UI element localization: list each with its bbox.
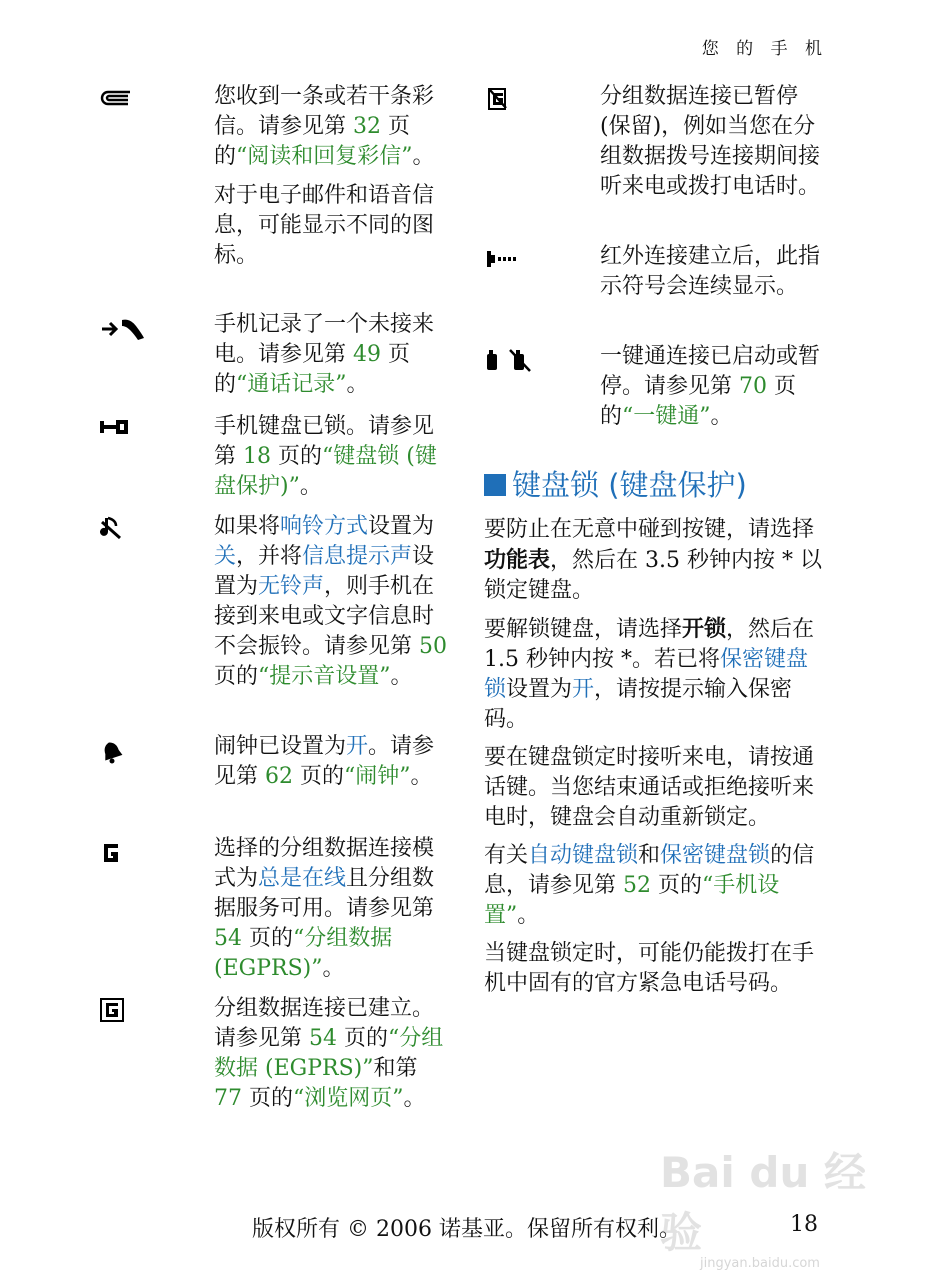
mms-received-icon bbox=[100, 90, 132, 108]
text-run: 页的 bbox=[242, 926, 293, 951]
paragraph bbox=[484, 614, 829, 735]
text-run: 闹钟已设置为 bbox=[214, 734, 347, 759]
entry-alarm bbox=[214, 732, 450, 801]
packet-data-suspended-icon bbox=[488, 88, 508, 110]
text-run: 红外连接建立后，此指示符号会连续显示。 bbox=[600, 244, 821, 299]
text-run: 页的 bbox=[600, 374, 796, 429]
infrared-icon bbox=[487, 250, 517, 268]
text-run: 的信息，请参见第 bbox=[484, 843, 815, 898]
text-run: 要解锁键盘，请选择 bbox=[484, 617, 683, 642]
paragraph bbox=[214, 82, 450, 172]
missed-call-icon bbox=[100, 316, 146, 342]
cross-reference: “分组数据 (EGPRS)” bbox=[214, 926, 393, 981]
cross-reference: 32 bbox=[353, 114, 381, 139]
setting-name: 信息提示声 bbox=[302, 544, 413, 569]
text-run: 手机键盘已锁。请参见第 bbox=[214, 414, 435, 469]
entry-mms bbox=[214, 82, 450, 280]
setting-name: 开 bbox=[572, 677, 595, 702]
setting-name: 无铃声 bbox=[258, 574, 325, 599]
text-run: 分组数据连接已建立。请参见第 bbox=[214, 996, 435, 1051]
paragraph bbox=[484, 743, 829, 833]
setting-name: 保密键盘锁 bbox=[484, 647, 808, 702]
setting-name: 开 bbox=[346, 734, 369, 759]
text-run: 页的 bbox=[214, 114, 410, 169]
section-body bbox=[484, 515, 829, 1007]
cross-reference: “手机设置” bbox=[484, 873, 780, 928]
paragraph bbox=[600, 342, 832, 432]
paragraph bbox=[214, 181, 450, 271]
text-run: 要防止在无意中碰到按键，请选择 bbox=[484, 517, 815, 542]
text-run: 分组数据连接已暂停 (保留)，例如当您在分组数据拨号连接期间接听来电或拨打电话时。 bbox=[600, 84, 821, 199]
menu-command: 开锁 bbox=[682, 616, 727, 642]
entry-push-to-talk bbox=[600, 342, 832, 441]
page-number: 18 bbox=[790, 1212, 818, 1237]
text-run: 一键通连接已启动或暂停。请参见第 bbox=[600, 344, 821, 399]
cross-reference: 54 bbox=[214, 926, 242, 951]
text-run: ，并将 bbox=[236, 544, 303, 569]
text-run: 。 bbox=[710, 404, 733, 429]
entry-silent bbox=[214, 512, 450, 701]
text-run: 有关 bbox=[484, 843, 529, 868]
setting-name: 响铃方式 bbox=[280, 514, 369, 539]
entry-packet-data-g bbox=[214, 834, 450, 993]
text-run: ，请按提示输入保密码。 bbox=[484, 677, 793, 732]
cross-reference: “提示音设置” bbox=[258, 664, 391, 689]
text-run: 。 bbox=[322, 956, 345, 981]
cross-reference: “通话记录” bbox=[236, 372, 347, 397]
page-header: 您 的 手 机 bbox=[701, 39, 828, 59]
text-run: 。请参见第 bbox=[214, 734, 435, 789]
text-run: 对于电子邮件和语音信息，可能显示不同的图标。 bbox=[214, 183, 435, 268]
paragraph bbox=[484, 841, 829, 931]
setting-name: 总是在线 bbox=[258, 866, 347, 891]
alarm-clock-icon bbox=[100, 740, 124, 764]
footer-copyright: 版权所有 © 2006 诺基亚。保留所有权利。 bbox=[252, 1217, 681, 1242]
text-run: 页的 bbox=[651, 873, 702, 898]
cross-reference: 52 bbox=[623, 873, 651, 898]
text-run: 和 bbox=[638, 843, 661, 868]
paragraph bbox=[214, 310, 450, 400]
text-run: ，然后在 3.5 秒钟内按 * 以锁定键盘。 bbox=[484, 548, 822, 603]
paragraph bbox=[600, 82, 825, 202]
setting-name: 自动键盘锁 bbox=[528, 843, 639, 868]
text-run: 设置为 bbox=[214, 544, 435, 599]
setting-name: 保密键盘锁 bbox=[660, 843, 771, 868]
text-run: ，然后在 1.5 秒钟内按 *。若已将 bbox=[484, 617, 815, 672]
text-run: 选择的分组数据连接模式为 bbox=[214, 836, 435, 891]
entry-infrared bbox=[600, 242, 825, 311]
cross-reference: 54 bbox=[309, 1026, 337, 1051]
cross-reference: “闹钟” bbox=[344, 764, 411, 789]
cross-reference: “分组数据 (EGPRS)” bbox=[214, 1026, 444, 1081]
text-run: 页的 bbox=[337, 1026, 388, 1051]
text-run: 页的 bbox=[293, 764, 344, 789]
silent-mode-icon bbox=[100, 516, 122, 542]
entry-missed-call bbox=[214, 310, 450, 409]
cross-reference: 49 bbox=[353, 342, 381, 367]
text-run: 。 bbox=[403, 1086, 426, 1111]
packet-data-g-icon bbox=[102, 842, 120, 864]
cross-reference: “浏览网页” bbox=[293, 1086, 404, 1111]
text-run: 手机记录了一个未接来电。请参见第 bbox=[214, 312, 435, 367]
cross-reference: “阅读和回复彩信” bbox=[236, 144, 413, 169]
text-run: 。 bbox=[299, 474, 322, 499]
paragraph bbox=[214, 994, 450, 1114]
text-run: 。 bbox=[390, 664, 413, 689]
watermark-brand: Bai du 经验 bbox=[660, 1148, 866, 1257]
paragraph bbox=[214, 512, 450, 692]
cross-reference: “键盘锁 (键盘保护)” bbox=[214, 444, 437, 499]
entry-packet-data-connected bbox=[214, 994, 450, 1123]
text-run: 和第 bbox=[373, 1056, 418, 1081]
section-heading bbox=[484, 465, 747, 505]
cross-reference: 18 bbox=[243, 444, 271, 469]
text-run: 如果将 bbox=[214, 514, 281, 539]
entry-keypad-locked bbox=[214, 412, 450, 511]
paragraph bbox=[214, 412, 450, 502]
cross-reference: 70 bbox=[739, 374, 767, 399]
text-run: 页的 bbox=[271, 444, 322, 469]
text-run: 您收到一条或若干条彩信。请参见第 bbox=[214, 84, 435, 139]
section-square-icon bbox=[484, 474, 506, 496]
text-run: ，则手机在接到来电或文字信息时不会振铃。请参见第 bbox=[214, 574, 435, 659]
text-run: 页的 bbox=[214, 664, 259, 689]
text-run: 要在键盘锁定时接听来电，请按通话键。当您结束通话或拒绝接听来电时，键盘会自动重新锁定。 bbox=[484, 745, 815, 830]
text-run: 且分组数据服务可用。请参见第 bbox=[214, 866, 435, 921]
setting-name: 关 bbox=[214, 544, 237, 569]
paragraph bbox=[214, 732, 450, 792]
push-to-talk-icon bbox=[486, 348, 536, 372]
entry-packet-data-suspended bbox=[600, 82, 825, 211]
text-run: 页的 bbox=[242, 1086, 293, 1111]
text-run: 。 bbox=[517, 903, 540, 928]
section-title-text: 键盘锁 (键盘保护) bbox=[512, 468, 747, 502]
paragraph bbox=[214, 834, 450, 984]
text-run: 。 bbox=[410, 764, 433, 789]
paragraph bbox=[484, 939, 829, 999]
packet-data-connected-icon bbox=[100, 998, 124, 1022]
cross-reference: 62 bbox=[265, 764, 293, 789]
paragraph bbox=[600, 242, 825, 302]
text-run: 。 bbox=[412, 144, 435, 169]
menu-command: 功能表 bbox=[484, 547, 551, 573]
paragraph bbox=[484, 515, 829, 606]
text-run: 设置为 bbox=[368, 514, 435, 539]
keypad-locked-icon bbox=[100, 418, 130, 436]
text-run: 当键盘锁定时，可能仍能拨打在手机中固有的官方紧急电话号码。 bbox=[484, 941, 815, 996]
text-run: 页的 bbox=[214, 342, 410, 397]
text-run: 。 bbox=[346, 372, 369, 397]
cross-reference: “一键通” bbox=[622, 404, 711, 429]
text-run: 设置为 bbox=[506, 677, 573, 702]
cross-reference: 50 bbox=[419, 634, 447, 659]
cross-reference: 77 bbox=[214, 1086, 242, 1111]
watermark-url: jingyan.baidu.com bbox=[700, 1256, 820, 1271]
